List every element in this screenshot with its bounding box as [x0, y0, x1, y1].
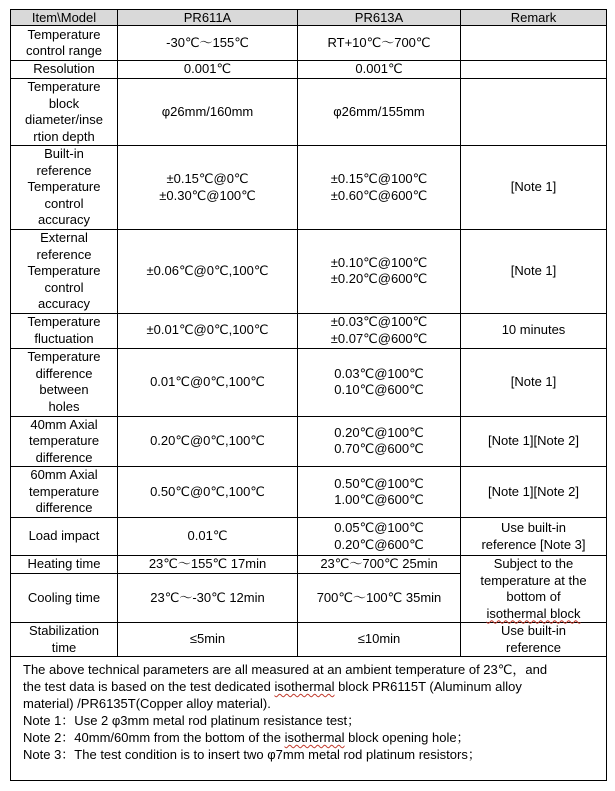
- remark-cell: [461, 416, 607, 467]
- cell-text: between: [39, 382, 89, 397]
- note-2: [23, 729, 596, 746]
- remark-cell: [461, 61, 607, 79]
- cell-text: 23℃～-30℃ 12min: [150, 589, 265, 605]
- item-cell: [11, 518, 118, 556]
- cell-text: 1.00℃@600℃: [334, 492, 424, 507]
- remark-cell: [461, 230, 607, 314]
- cell-text: ±0.60℃@600℃: [330, 187, 428, 203]
- cell-text: 60mm Axial: [30, 467, 98, 483]
- cell-text: control: [44, 195, 84, 211]
- cell-text: ±0.20℃@600℃: [330, 271, 428, 287]
- item-cell: [11, 348, 118, 416]
- remark-cell: [461, 348, 607, 416]
- cell-text: 0.001℃: [183, 61, 232, 77]
- pr613a-cell: [298, 416, 461, 467]
- pr611a-cell: [118, 348, 298, 416]
- cell-text: Temperature: [27, 314, 101, 329]
- pr611a-cell: [118, 79, 298, 146]
- cell-text: Heating time: [27, 556, 101, 572]
- cell-text: diameter/inse: [24, 112, 104, 127]
- pr611a-cell: [118, 574, 298, 623]
- cell-text: Resolution: [33, 61, 95, 77]
- item-cell: [11, 416, 118, 467]
- cell-text: control: [44, 279, 84, 295]
- pr611a-cell: [118, 623, 298, 657]
- table-row: [11, 79, 607, 146]
- cell-text: ±0.01℃@0℃,100℃: [146, 322, 269, 338]
- header-pr611a: PR611A: [118, 10, 298, 26]
- cell-text: [Note 1][Note 2]: [487, 433, 580, 448]
- pr613a-cell: [298, 26, 461, 61]
- notes-cell: [11, 657, 607, 781]
- cell-text: Cooling time: [27, 589, 101, 605]
- cell-text: difference: [35, 449, 93, 465]
- notes-text: the test data is based on the test dedicated: [23, 679, 275, 694]
- cell-text: ±0.15℃@100℃: [330, 171, 428, 186]
- remark-cell: [461, 26, 607, 61]
- notes-text: block opening hole；: [344, 730, 470, 745]
- cell-text: ±0.06℃@0℃,100℃: [146, 263, 269, 278]
- table-row: [11, 313, 607, 348]
- table-row: [11, 230, 607, 314]
- cell-text: time: [51, 639, 77, 655]
- cell-text: Temperature: [27, 179, 101, 195]
- header-item: Item\Model: [11, 10, 118, 26]
- cell-text: ±0.10℃@100℃: [330, 254, 428, 270]
- cell-text: accuracy: [37, 296, 91, 311]
- cell-text: 0.001℃: [355, 61, 403, 77]
- table-row: [11, 26, 607, 61]
- table-row: [11, 416, 607, 467]
- cell-text: 0.01℃@0℃,100℃: [150, 373, 265, 389]
- cell-text: 23℃～155℃ 17min: [148, 556, 267, 572]
- cell-text: accuracy: [37, 212, 91, 228]
- header-row: [11, 10, 607, 26]
- cell-text: 10 minutes: [501, 322, 566, 338]
- item-cell: [11, 623, 118, 657]
- cell-text: ≤5min: [189, 631, 226, 647]
- cell-text: bottom of: [506, 589, 561, 604]
- cell-text: reference [Note 3]: [481, 536, 586, 552]
- cell-text: φ26mm/160mm: [161, 103, 254, 119]
- cell-text: 700℃～100℃ 35min: [316, 589, 442, 605]
- pr611a-cell: [118, 61, 298, 79]
- remark-cell: [461, 518, 607, 556]
- notes-text: isothermal: [274, 679, 335, 694]
- cell-text: ±0.07℃@600℃: [330, 330, 428, 346]
- pr613a-cell: [298, 623, 461, 657]
- table-row: [11, 348, 607, 416]
- item-cell: [11, 79, 118, 146]
- note-3: Note 3：The test condition is to insert two φ7mm metal rod platinum resistors；: [23, 747, 481, 762]
- cell-text: 0.05℃@100℃: [334, 520, 424, 535]
- table-row: [11, 467, 607, 518]
- cell-text: [Note 1][Note 2]: [487, 483, 580, 499]
- cell-text: [Note 1]: [510, 373, 557, 389]
- cell-text: Built-in: [44, 146, 84, 162]
- cell-text: External: [40, 230, 88, 245]
- cell-text: Subject to the: [493, 556, 574, 571]
- remark-cell: [461, 313, 607, 348]
- cell-text: ±0.15℃@0℃: [166, 171, 249, 186]
- item-cell: [11, 467, 118, 518]
- pr611a-cell: [118, 518, 298, 556]
- cell-text: 0.50℃@0℃,100℃: [150, 483, 265, 499]
- cell-text: 0.70℃@600℃: [334, 441, 424, 457]
- table-row: [11, 623, 607, 657]
- cell-text: reference: [36, 162, 92, 178]
- table-row: [11, 61, 607, 79]
- remark-cell: [461, 623, 607, 657]
- cell-text: isothermal block: [486, 605, 581, 621]
- cell-text: ≤10min: [357, 631, 401, 647]
- remark-cell: [461, 79, 607, 146]
- cell-text: Temperature: [27, 79, 101, 94]
- cell-text: difference: [35, 365, 93, 381]
- cell-text: reference: [36, 246, 92, 262]
- pr613a-cell: [298, 348, 461, 416]
- remark-cell: [461, 556, 607, 623]
- pr611a-cell: [118, 146, 298, 230]
- cell-text: 0.10℃@600℃: [334, 382, 424, 397]
- pr611a-cell: [118, 467, 298, 518]
- cell-text: temperature: [28, 483, 100, 499]
- pr613a-cell: [298, 574, 461, 623]
- cell-text: Temperature: [27, 349, 101, 364]
- cell-text: [Note 1]: [510, 179, 557, 195]
- note-1: Note 1：Use 2 φ3mm metal rod platinum resistance test；: [23, 713, 361, 728]
- cell-text: φ26mm/155mm: [333, 103, 425, 119]
- cell-text: control range: [26, 43, 102, 58]
- pr613a-cell: [298, 518, 461, 556]
- cell-text: -30℃～155℃: [166, 34, 249, 50]
- cell-text: 0.20℃@0℃,100℃: [150, 433, 265, 448]
- notes-paragraph-line: [23, 678, 596, 695]
- pr613a-cell: [298, 146, 461, 230]
- cell-text: 0.03℃@100℃: [334, 365, 424, 381]
- item-cell: [11, 61, 118, 79]
- pr611a-cell: [118, 416, 298, 467]
- cell-text: 40mm Axial: [30, 416, 98, 432]
- cell-text: Load impact: [28, 528, 100, 544]
- cell-text: fluctuation: [34, 330, 94, 346]
- item-cell: [11, 313, 118, 348]
- notes-text: isothermal: [284, 730, 345, 745]
- pr613a-cell: [298, 556, 461, 574]
- cell-text: RT+10℃～700℃: [327, 34, 431, 50]
- notes-text: block PR6115T (Aluminum alloy: [334, 679, 522, 694]
- item-cell: [11, 146, 118, 230]
- item-cell: [11, 556, 118, 574]
- cell-text: 0.50℃@100℃: [334, 475, 424, 491]
- cell-text: [Note 1]: [510, 263, 557, 278]
- cell-text: holes: [48, 398, 80, 414]
- cell-text: Temperature: [27, 263, 101, 278]
- cell-text: 23℃～700℃ 25min: [320, 556, 438, 572]
- pr613a-cell: [298, 79, 461, 146]
- item-cell: [11, 26, 118, 61]
- remark-cell: [461, 146, 607, 230]
- table-row: [11, 146, 607, 230]
- cell-text: temperature at the: [480, 572, 587, 588]
- item-cell: [11, 230, 118, 314]
- header-pr613a: PR613A: [298, 10, 461, 26]
- cell-text: block: [48, 95, 80, 111]
- notes-row: [11, 657, 607, 781]
- spec-table: [10, 9, 607, 781]
- notes-paragraph-line: The above technical parameters are all measured at an ambient temperature of 23℃，and: [23, 662, 548, 677]
- item-cell: [11, 574, 118, 623]
- cell-text: Use built-in: [500, 520, 567, 535]
- table-row: [11, 556, 607, 574]
- notes-text: Note 2：40mm/60mm from the bottom of the: [23, 730, 285, 745]
- pr611a-cell: [118, 230, 298, 314]
- notes-paragraph-line: material) /PR6135T(Copper alloy material).: [23, 696, 271, 711]
- cell-text: Stabilization: [28, 623, 100, 638]
- pr613a-cell: [298, 467, 461, 518]
- cell-text: Use built-in: [500, 623, 567, 638]
- cell-text: 0.01℃: [187, 528, 228, 544]
- cell-text: Temperature: [27, 26, 101, 42]
- cell-text: 0.20℃@600℃: [334, 536, 424, 552]
- cell-text: difference: [35, 500, 93, 516]
- table-row: [11, 518, 607, 556]
- pr613a-cell: [298, 230, 461, 314]
- cell-text: 0.20℃@100℃: [334, 424, 424, 440]
- cell-text: ±0.30℃@100℃: [159, 187, 256, 203]
- pr611a-cell: [118, 556, 298, 574]
- pr611a-cell: [118, 313, 298, 348]
- cell-text: temperature: [28, 433, 100, 448]
- header-remark: Remark: [461, 10, 607, 26]
- pr611a-cell: [118, 26, 298, 61]
- remark-cell: [461, 467, 607, 518]
- pr613a-cell: [298, 313, 461, 348]
- cell-text: ±0.03℃@100℃: [330, 314, 428, 329]
- cell-text: reference: [506, 639, 561, 655]
- pr613a-cell: [298, 61, 461, 79]
- cell-text: rtion depth: [33, 128, 95, 144]
